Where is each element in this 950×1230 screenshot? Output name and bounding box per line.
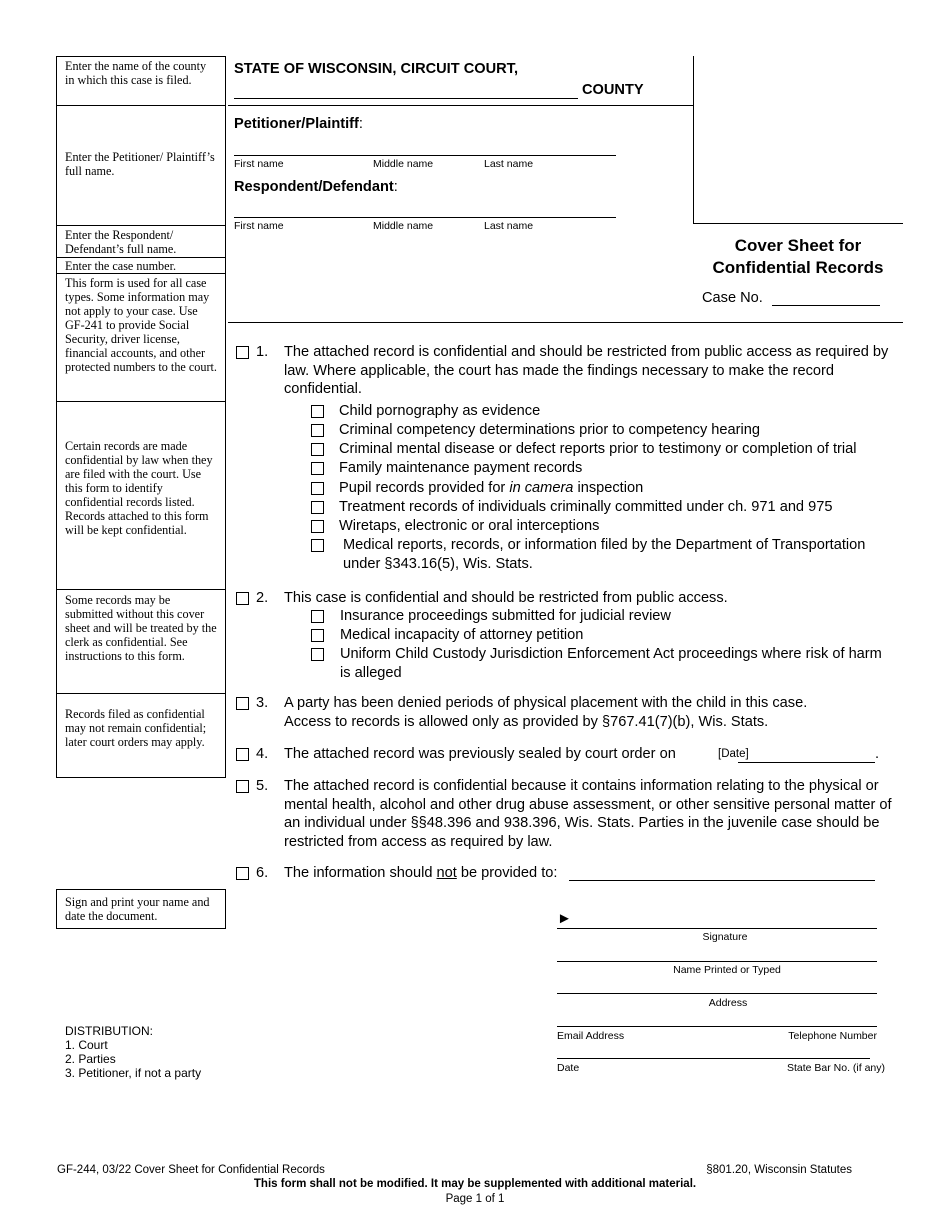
county-line[interactable]: [234, 98, 578, 99]
name-printed-caption: Name Printed or Typed: [673, 964, 781, 976]
item2-sub3-text: Uniform Child Custody Jurisdiction Enforcement Act proceedings where risk of harm is alleged: [340, 646, 882, 681]
item5-number: 5.: [256, 778, 269, 794]
item6-text-not: not: [436, 865, 457, 881]
item1-number: 1.: [256, 344, 269, 360]
item5-checkbox[interactable]: [236, 780, 249, 793]
note-respondent: Enter the Respondent/ Defendant’s full name.: [56, 225, 226, 258]
respondent-last-name-caption: Last name: [484, 220, 534, 232]
item1-sub4-text: Family maintenance payment records: [339, 460, 583, 476]
item1-sub5-text: [339, 479, 643, 498]
pupil-text-a: Pupil records provided for: [339, 480, 510, 496]
respondent-middle-name-caption: Middle name: [373, 220, 434, 232]
item6-text: [284, 864, 557, 883]
item2-sub3-checkbox[interactable]: [311, 648, 324, 661]
item1-sub6-checkbox[interactable]: [311, 501, 324, 514]
item4-date-label: [Date]: [718, 748, 749, 760]
item6-text-a: The information should: [284, 865, 437, 881]
state-bar-caption: State Bar No. (if any): [786, 1062, 885, 1074]
pupil-text-c: inspection: [573, 480, 644, 496]
item1-sub4-checkbox[interactable]: [311, 462, 324, 475]
item1-sub2-text: Criminal competency determinations prior to competency hearing: [339, 422, 760, 438]
distribution-block: [65, 1024, 201, 1080]
item1-sub1-text: Child pornography as evidence: [339, 403, 541, 419]
email-caption: Email Address: [557, 1030, 625, 1042]
item1-sub1-checkbox[interactable]: [311, 405, 324, 418]
address-line[interactable]: [557, 993, 877, 994]
item2-sub1-checkbox[interactable]: [311, 610, 324, 623]
item2-sub2-text: Medical incapacity of attorney petition: [340, 627, 584, 643]
note-sign: Sign and print your name and date the document.: [56, 889, 226, 929]
respondent-label-text: Respondent/Defendant: [234, 179, 394, 195]
form-title: [695, 235, 901, 279]
respondent-name-line[interactable]: [234, 217, 616, 218]
footer-form-id: GF-244, 03/22 Cover Sheet for Confidential Records: [57, 1164, 325, 1176]
caption-divider-right: [693, 223, 903, 224]
signature-line[interactable]: [557, 928, 877, 929]
item1-text: The attached record is confidential and should be restricted from public access as required by law. Where applicable, the court has made the findings necessary to make the record confidential.: [284, 344, 889, 397]
pupil-text-italic: in camera: [509, 480, 574, 496]
telephone-caption: Telephone Number: [788, 1030, 877, 1042]
item2-number: 2.: [256, 590, 269, 606]
court-heading: STATE OF WISCONSIN, CIRCUIT COURT,: [234, 61, 519, 77]
item2-checkbox[interactable]: [236, 592, 249, 605]
petitioner-last-name-caption: Last name: [484, 158, 534, 170]
item1-sub3-text: Criminal mental disease or defect reports prior to testimony or completion of trial: [339, 441, 857, 457]
item1-sub5-checkbox[interactable]: [311, 482, 324, 495]
note-case-number: Enter the case number.: [56, 257, 226, 274]
county-label: COUNTY: [582, 82, 644, 98]
footer-statute: §801.20, Wisconsin Statutes: [706, 1164, 852, 1176]
item6-text-b: be provided to:: [456, 865, 558, 881]
item1-sub7-text: Wiretaps, electronic or oral interceptions: [339, 518, 600, 534]
caption-divider-vertical: [693, 56, 694, 224]
item1-checkbox[interactable]: [236, 346, 249, 359]
note-confidential-by-law: Certain records are made confidential by law when they are filed with the court. Use this form to identify confidential records listed. Records attached to this form will be kept confidential.: [56, 401, 226, 590]
item1-sub3-checkbox[interactable]: [311, 443, 324, 456]
note-later-orders: Records filed as confidential may not remain confidential; later court orders may apply.: [56, 693, 226, 778]
distribution-title: DISTRIBUTION:: [65, 1024, 154, 1038]
item4-number: 4.: [256, 746, 269, 762]
petitioner-colon: :: [358, 116, 363, 132]
petitioner-label-text: Petitioner/Plaintiff: [234, 116, 359, 132]
signature-caption: Signature: [702, 931, 748, 943]
signature-arrow: ►: [557, 910, 572, 927]
item1-sub8-checkbox[interactable]: [311, 539, 324, 552]
item1-sub8-text: Medical reports, records, or information filed by the Department of Transportation under §343.16(5), Wis. Stats.: [343, 537, 866, 572]
item6-checkbox[interactable]: [236, 867, 249, 880]
item1-sub2-checkbox[interactable]: [311, 424, 324, 437]
form-title-line1: Cover Sheet for: [734, 236, 862, 255]
case-no-label: Case No.: [702, 290, 763, 306]
case-no-line[interactable]: [772, 305, 880, 306]
footer-page: Page 1 of 1: [445, 1193, 505, 1205]
item1-sub6-text: Treatment records of individuals criminally committed under ch. 971 and 975: [339, 499, 833, 515]
petitioner-middle-name-caption: Middle name: [373, 158, 434, 170]
petitioner-label: [234, 116, 363, 132]
item4-checkbox[interactable]: [236, 748, 249, 761]
distribution-item-3: 3. Petitioner, if not a party: [65, 1066, 202, 1080]
respondent-label: [234, 179, 398, 195]
item3-text: A party has been denied periods of physical placement with the child in this case. Access to records is allowed only as provided by §767.41(7)(b), Wis. Stats.: [284, 695, 808, 730]
item4-text: The attached record was previously sealed by court order on: [284, 746, 676, 762]
item2-sub2-checkbox[interactable]: [311, 629, 324, 642]
item2-sub1-text: Insurance proceedings submitted for judicial review: [340, 608, 671, 624]
item6-number: 6.: [256, 865, 269, 881]
date-caption: Date: [557, 1062, 580, 1074]
caption-bottom-line: [228, 322, 903, 323]
item3-checkbox[interactable]: [236, 697, 249, 710]
caption-divider-top: [228, 105, 694, 106]
item3-number: 3.: [256, 695, 269, 711]
email-phone-line[interactable]: [557, 1026, 877, 1027]
note-case-types: This form is used for all case types. Some information may not apply to your case. Use GF-241 to provide Social Security, driver license, financial accounts, and other protected numbers to the court.: [56, 273, 226, 402]
note-without-cover-sheet: Some records may be submitted without this cover sheet and will be treated by the clerk as confidential. See instructions to this form.: [56, 589, 226, 694]
distribution-item-1: 1. Court: [65, 1038, 108, 1052]
address-caption: Address: [708, 997, 748, 1009]
note-petitioner: Enter the Petitioner/ Plaintiff’s full name.: [56, 105, 226, 226]
item2-text: This case is confidential and should be restricted from public access.: [284, 590, 728, 606]
form-title-line2: Confidential Records: [712, 258, 884, 277]
respondent-first-name-caption: First name: [234, 220, 284, 232]
item4-period: .: [875, 746, 880, 762]
item5-text: The attached record is confidential because it contains information relating to the physical or mental health, alcohol and other drug abuse assessment, or other sensitive personal matter of an individual under §§48.396 and 938.396, Wis. Stats. Parties in the juvenile case should be restricted from access as required by law.: [284, 778, 892, 850]
note-county: Enter the name of the county in which this case is filed.: [56, 56, 226, 106]
petitioner-name-line[interactable]: [234, 155, 616, 156]
item6-recipient-line[interactable]: [569, 880, 875, 881]
date-bar-line[interactable]: [557, 1058, 870, 1059]
item4-date-line[interactable]: [738, 762, 875, 763]
respondent-colon: :: [393, 179, 398, 195]
name-printed-line[interactable]: [557, 961, 877, 962]
distribution-item-2: 2. Parties: [65, 1052, 116, 1066]
item1-sub7-checkbox[interactable]: [311, 520, 324, 533]
petitioner-first-name-caption: First name: [234, 158, 284, 170]
footer-notice: This form shall not be modified. It may be supplemented with additional material.: [253, 1178, 697, 1190]
